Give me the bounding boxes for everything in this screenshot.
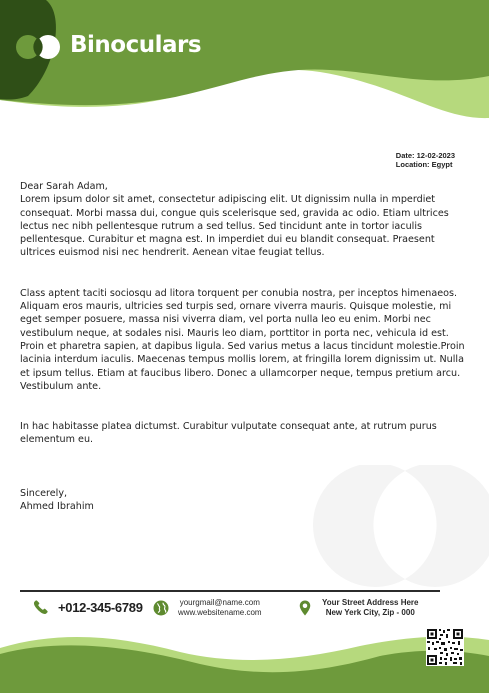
letter-body	[20, 180, 472, 513]
footer-web	[152, 598, 262, 618]
email-address[interactable]: yourgmail@name.com	[179, 598, 260, 607]
footer-wave-banner	[0, 620, 489, 693]
letter-paragraph-3: In hac habitasse platea dictumst. Curabitur vulputate consequat ante, at rutrum purus elementum eu.	[20, 421, 437, 446]
address-block	[322, 598, 418, 618]
letter-salutation: Dear Sarah Adam,	[20, 181, 108, 192]
header-wave-banner	[0, 0, 489, 125]
address-line-1: Your Street Address Here	[322, 598, 419, 607]
phone-number[interactable]: +012-345-6789	[58, 599, 143, 615]
address-line-2: New Yerk City, Zip - 000	[325, 608, 415, 617]
letter-signature: Ahmed Ibrahim	[20, 501, 94, 513]
globe-icon	[152, 599, 170, 617]
letter-meta	[396, 151, 455, 169]
binoculars-logo-icon	[14, 32, 64, 62]
location-pin-icon	[296, 599, 314, 617]
qr-code-icon[interactable]	[426, 628, 464, 666]
letter-paragraph-2: Class aptent taciti sociosqu ad litora torquent per conubia nostra, per inceptos himenaeos. Aliquam eros mauris, ultricies sed turpis sed, ornare viverra mauris. Quisque molestie, mi eget semper posuere, massa nisi viverra diam, vel porta nulla leo eu enim. Morbi nec vestibulum neque, at sodales nisi. Mauris leo diam, porttitor in porta nec, vehicula id est. Proin et pharetra sapien, at dapibus ligula. Sed varius metus a lacus tincidunt molestie.Proin lacinia interdum iaculis. Maecenas tempus mollis lorem, at fringilla lorem dignissim ut. Nulla et ipsum tellus. Etiam at faucibus libero. Donec a ullamcorper neque, tempus pretium arcu. Vestibulum ante.	[20, 287, 465, 392]
letter-paragraph-1: Lorem ipsum dolor sit amet, consectetur adipiscing elit. Ut dignissim nulla in mperdiet consequat. Morbi massa dui, congue quis scelerisque sed, gravida ac odio. Etiam ultrices lectus nec nibh pellentesque rutrum a sed tellus. Sed tincidunt ante in tortor iaculis pellentesque. Curabitur et magna est. In imperdiet dui eu blandit consequat. Praesent ultrices euismod nisi nec hendrerit. Aenean vitae feugiat tellus.	[20, 194, 449, 259]
footer-phone	[32, 598, 143, 616]
letter-location: Location: Egypt	[395, 160, 453, 169]
brand-name: Binoculars	[70, 32, 202, 58]
letter-date: Date: 12-02-2023	[395, 151, 455, 160]
website-url[interactable]: www.websitename.com	[178, 608, 262, 617]
letter-closing: Sincerely,	[20, 487, 68, 499]
web-contact-block	[178, 598, 262, 618]
footer-divider	[20, 590, 440, 592]
phone-icon	[32, 598, 50, 616]
footer-address	[296, 598, 418, 618]
